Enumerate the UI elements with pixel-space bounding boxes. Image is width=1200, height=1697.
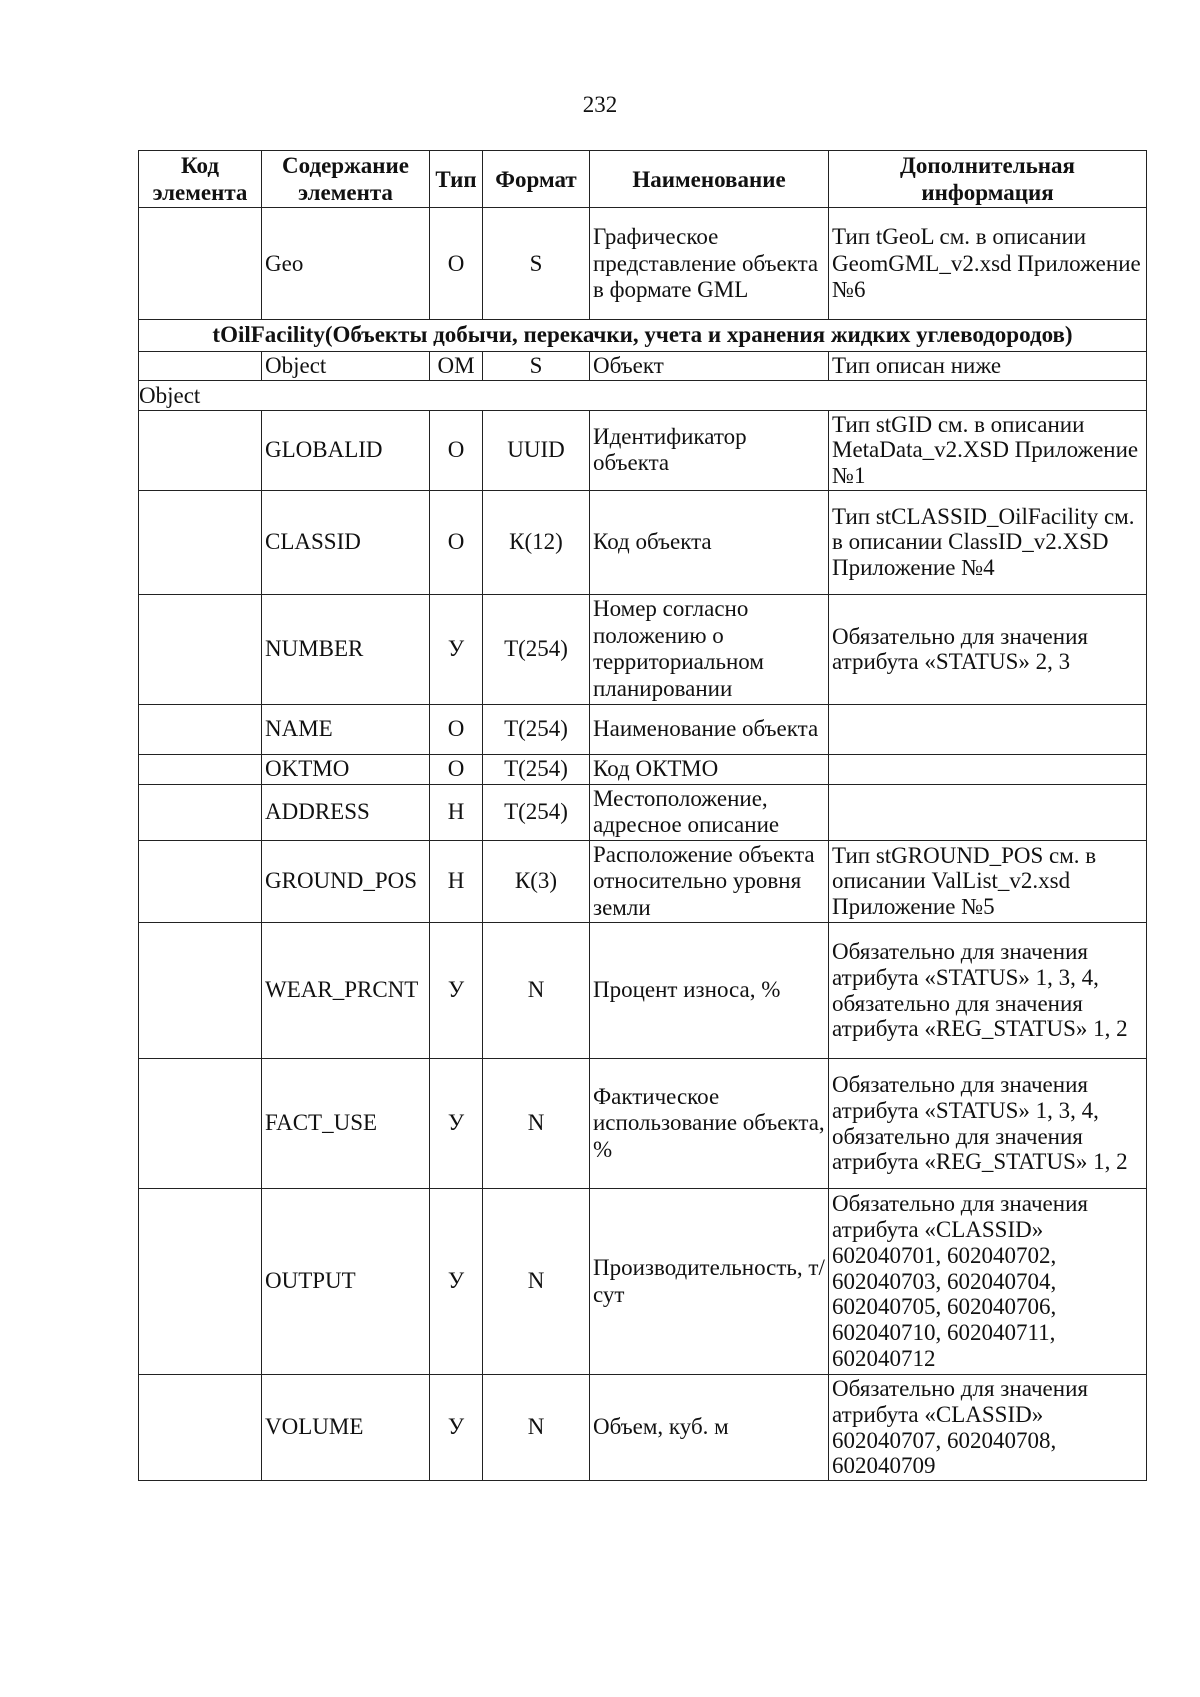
cell-content: OKTMO: [262, 754, 430, 784]
cell-content: NUMBER: [262, 594, 430, 704]
cell-format: N: [483, 1059, 590, 1189]
cell-format: Т(254): [483, 784, 590, 840]
cell-format: Т(254): [483, 704, 590, 754]
cell-code: [139, 490, 262, 594]
cell-code: [139, 1375, 262, 1481]
cell-info: Тип stCLASSID_OilFacility см. в описании ClassID_v2.XSD Приложение №4: [829, 490, 1147, 594]
header-format: Формат: [483, 151, 590, 208]
cell-code: [139, 1189, 262, 1375]
cell-content: NAME: [262, 704, 430, 754]
cell-format: S: [483, 351, 590, 380]
cell-format: N: [483, 923, 590, 1059]
cell-content: Geo: [262, 208, 430, 320]
cell-name: Расположение объекта относительно уровня земли: [590, 840, 829, 922]
cell-format: К(3): [483, 840, 590, 922]
header-info: Дополнительная информация: [829, 151, 1147, 208]
cell-type: Н: [430, 840, 483, 922]
cell-name: Графическое представление объекта в формате GML: [590, 208, 829, 320]
cell-info: Тип stGID см. в описании MetaData_v2.XSD Приложение №1: [829, 410, 1147, 490]
cell-code: [139, 840, 262, 922]
cell-type: О: [430, 704, 483, 754]
cell-info: Обязательно для значения атрибута «STATUS» 1, 3, 4, обязательно для значения атрибута «REG_STATUS» 1, 2: [829, 1059, 1147, 1189]
cell-content: GROUND_POS: [262, 840, 430, 922]
cell-type: О: [430, 490, 483, 594]
cell-info: Тип stGROUND_POS см. в описании ValList_v2.xsd Приложение №5: [829, 840, 1147, 922]
cell-type: У: [430, 594, 483, 704]
table-row: [139, 594, 1147, 704]
cell-format: S: [483, 208, 590, 320]
header-code: Код элемента: [139, 151, 262, 208]
cell-type: ОМ: [430, 351, 483, 380]
cell-type: О: [430, 410, 483, 490]
table-row: [139, 704, 1147, 754]
cell-name: Идентификатор объекта: [590, 410, 829, 490]
cell-name: Объем, куб. м: [590, 1375, 829, 1481]
section-title-row: [139, 320, 1147, 351]
cell-code: [139, 208, 262, 320]
cell-name: Местоположение, адресное описание: [590, 784, 829, 840]
cell-name: Объект: [590, 351, 829, 380]
cell-info: [829, 704, 1147, 754]
cell-content: GLOBALID: [262, 410, 430, 490]
cell-code: [139, 784, 262, 840]
table-row: [139, 490, 1147, 594]
table-row: [139, 754, 1147, 784]
cell-format: N: [483, 1189, 590, 1375]
table-row: [139, 1375, 1147, 1481]
cell-name: Номер согласно положению о территориальном планировании: [590, 594, 829, 704]
cell-type: О: [430, 754, 483, 784]
header-type: Тип: [430, 151, 483, 208]
cell-format: Т(254): [483, 594, 590, 704]
cell-code: [139, 351, 262, 380]
cell-info: Обязательно для значения атрибута «CLASSID» 602040707, 602040708, 602040709: [829, 1375, 1147, 1481]
table-row-object: [139, 351, 1147, 380]
cell-info: Обязательно для значения атрибута «STATUS» 1, 3, 4, обязательно для значения атрибута «REG_STATUS» 1, 2: [829, 923, 1147, 1059]
cell-code: [139, 1059, 262, 1189]
cell-format: N: [483, 1375, 590, 1481]
cell-code: [139, 923, 262, 1059]
table-row: [139, 1189, 1147, 1375]
cell-name: Код объекта: [590, 490, 829, 594]
cell-name: Код ОКТМО: [590, 754, 829, 784]
cell-content: VOLUME: [262, 1375, 430, 1481]
cell-info: Обязательно для значения атрибута «CLASSID» 602040701, 602040702, 602040703, 602040704, 602040705, 602040706, 602040710, 602040711, 602040712: [829, 1189, 1147, 1375]
header-content: Содержание элемента: [262, 151, 430, 208]
cell-content: CLASSID: [262, 490, 430, 594]
cell-info: Тип tGeoL см. в описании GeomGML_v2.xsd Приложение №6: [829, 208, 1147, 320]
cell-info: Обязательно для значения атрибута «STATUS» 2, 3: [829, 594, 1147, 704]
cell-type: У: [430, 1059, 483, 1189]
cell-content: ADDRESS: [262, 784, 430, 840]
group-title-row: [139, 381, 1147, 410]
section-title: tOilFacility(Объекты добычи, перекачки, учета и хранения жидких углеводородов): [139, 320, 1147, 351]
table-row: [139, 923, 1147, 1059]
cell-type: У: [430, 1375, 483, 1481]
cell-content: OUTPUT: [262, 1189, 430, 1375]
cell-code: [139, 594, 262, 704]
cell-info: [829, 754, 1147, 784]
table-row-geo: [139, 208, 1147, 320]
cell-type: О: [430, 208, 483, 320]
cell-content: WEAR_PRCNT: [262, 923, 430, 1059]
cell-info: Тип описан ниже: [829, 351, 1147, 380]
cell-format: UUID: [483, 410, 590, 490]
cell-info: [829, 784, 1147, 840]
attribute-table: [138, 150, 1147, 1481]
cell-type: У: [430, 923, 483, 1059]
cell-type: У: [430, 1189, 483, 1375]
cell-name: Фактическое использование объекта, %: [590, 1059, 829, 1189]
cell-type: Н: [430, 784, 483, 840]
cell-format: К(12): [483, 490, 590, 594]
table-row: [139, 410, 1147, 490]
group-title: Object: [139, 381, 1147, 410]
table-row: [139, 840, 1147, 922]
cell-name: Наименование объекта: [590, 704, 829, 754]
cell-name: Процент износа, %: [590, 923, 829, 1059]
cell-code: [139, 410, 262, 490]
cell-format: Т(254): [483, 754, 590, 784]
page-number: 232: [582, 92, 618, 117]
table-row: [139, 1059, 1147, 1189]
table-row: [139, 784, 1147, 840]
table-header-row: [139, 151, 1147, 208]
cell-code: [139, 704, 262, 754]
header-name: Наименование: [590, 151, 829, 208]
cell-code: [139, 754, 262, 784]
cell-content: FACT_USE: [262, 1059, 430, 1189]
cell-name: Производительность, т/сут: [590, 1189, 829, 1375]
cell-content: Object: [262, 351, 430, 380]
